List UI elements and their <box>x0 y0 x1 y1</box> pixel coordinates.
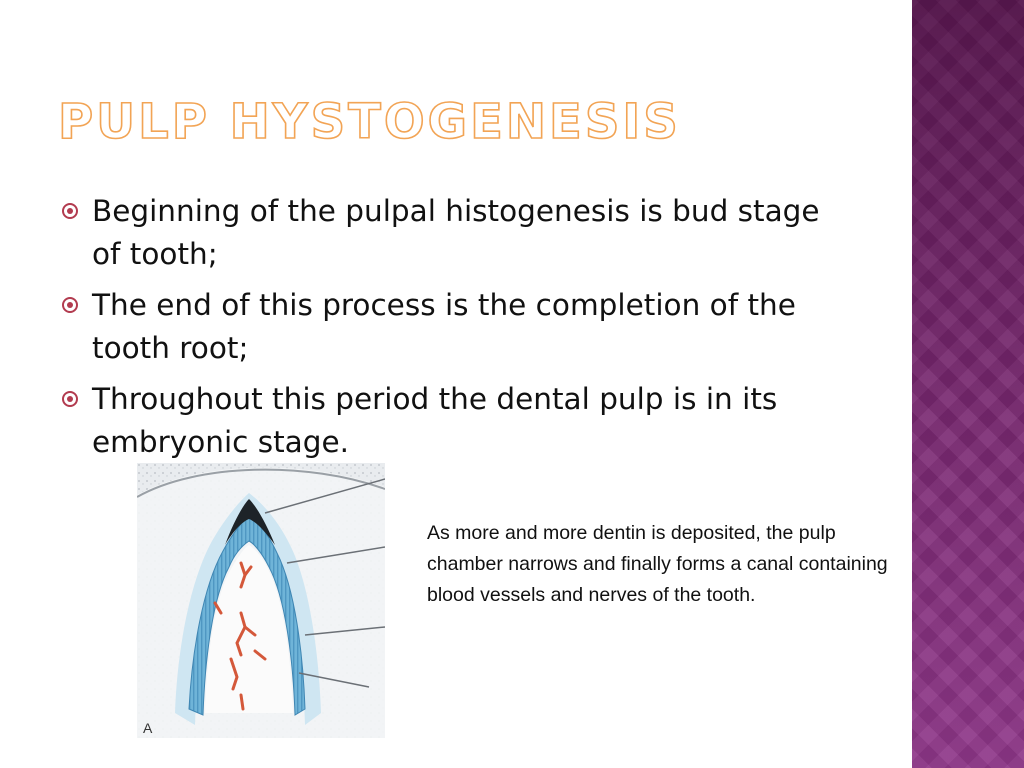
bullet-text: The end of this process is the completion of the tooth root; <box>92 288 796 365</box>
bullet-list <box>62 190 852 472</box>
decorative-side-band <box>912 0 1024 768</box>
ringed-circle-bullet-icon <box>62 297 78 313</box>
tooth-germ-drawing <box>137 463 385 738</box>
ringed-circle-bullet-icon <box>62 203 78 219</box>
bullet-text: Beginning of the pulpal histogenesis is bud stage of tooth; <box>92 194 820 271</box>
figure-caption: As more and more dentin is deposited, the pulp chamber narrows and finally forms a canal containing blood vessels and nerves of the tooth. <box>427 522 888 606</box>
slide-title: PULP HYSTOGENESIS <box>58 94 681 150</box>
bullet-item <box>62 284 852 370</box>
bullet-item <box>62 378 852 464</box>
bullet-text: Throughout this period the dental pulp is in its embryonic stage. <box>92 382 778 459</box>
bullet-item <box>62 190 852 276</box>
ringed-circle-bullet-icon <box>62 391 78 407</box>
tooth-histology-illustration <box>137 463 385 738</box>
panel-label: A <box>143 720 153 736</box>
